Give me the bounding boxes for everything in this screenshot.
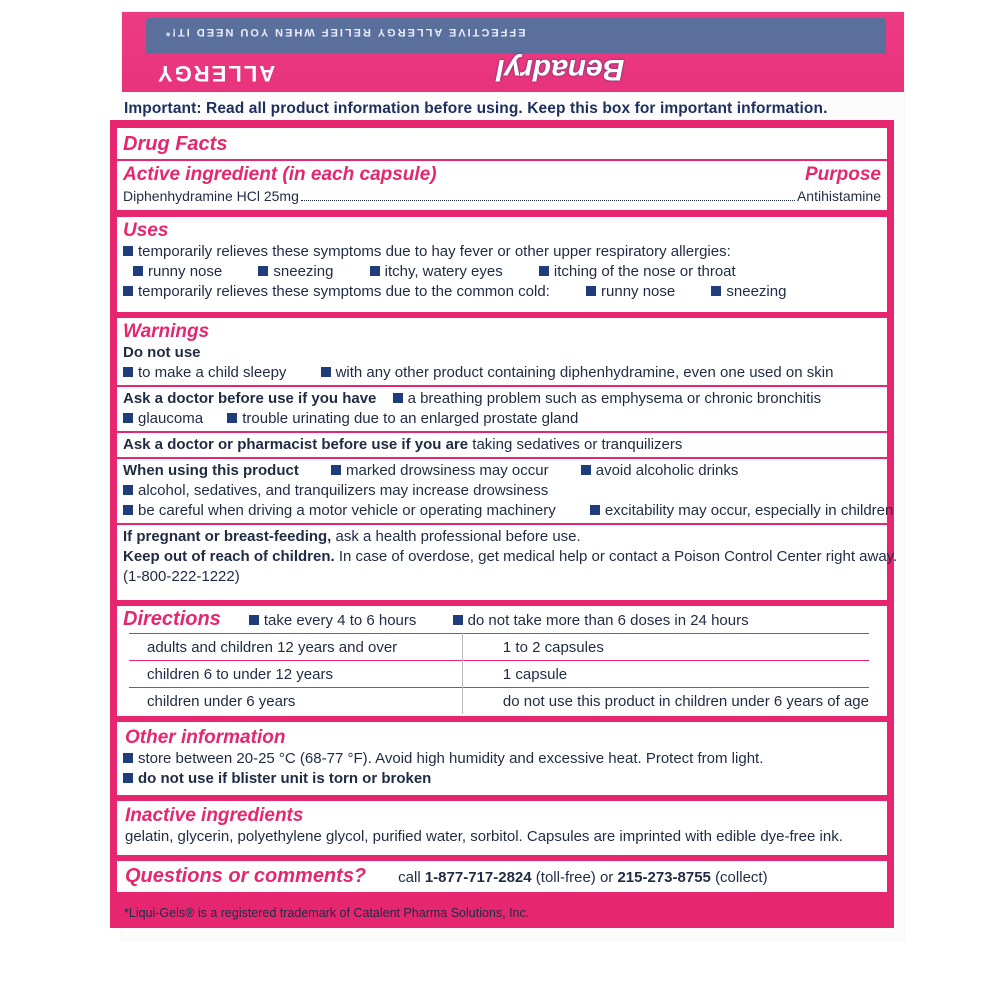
warnings-section [117,318,898,600]
when-using-line-3 [117,501,894,521]
bullet-icon [711,286,721,296]
blister-line: do not use if blister unit is torn or broken [117,769,887,789]
storage-line: store between 20-25 °C (68-77 °F). Avoid high humidity and excessive heat. Protect from light. [117,749,887,769]
table-row [129,661,869,688]
bullet-icon [123,753,133,763]
bullet-icon [123,246,133,256]
list-item: avoid alcoholic drinks [595,462,739,479]
bullet-icon [321,367,331,377]
product-name: ALLERGY [156,61,276,86]
list-item: take every 4 to 6 hours [263,612,417,629]
do-not-use-items [117,363,887,383]
ask-pharmacist-line: Ask a doctor or pharmacist before use if you are taking sedatives or tranquilizers [123,436,683,453]
bullet-icon [123,367,133,377]
table-row [129,634,869,661]
bullet-icon [123,505,133,515]
list-item: sneezing [726,283,787,300]
table-cell: 1 to 2 capsules [462,634,869,661]
table-cell: children under 6 years [129,688,462,715]
list-item: a breathing problem such as emphysema or chronic bronchitis [407,390,822,407]
list-item: excitability may occur, especially in children [604,502,894,519]
bullet-icon [123,773,133,783]
questions-section [117,861,887,892]
inactive-title: Inactive ingredients [125,805,304,826]
inactive-section [117,801,887,855]
when-using-line-2 [117,481,887,501]
bullet-icon [453,615,463,625]
list-item: do not take more than 6 doses in 24 hours [467,612,749,629]
when-using-line: When using this product marked drowsiness may occur avoid alcoholic drinks [123,462,739,479]
ingredient-name: Diphenhydramine HCl 25mg [123,188,299,204]
contact-line: call 1-877-717-2824 (toll-free) or 215-273-8755 (collect) [398,869,768,886]
bullet-icon [586,286,596,296]
bullet-icon [123,485,133,495]
bullet-icon [227,413,237,423]
list-item: trouble urinating due to an enlarged prostate gland [242,410,579,427]
bullet-icon [539,266,549,276]
uses-section [117,217,887,312]
do-not-use-label: Do not use [123,344,201,361]
bullet-icon [331,465,341,475]
table-cell: children 6 to under 12 years [129,661,462,688]
list-item: with any other product containing diphenhydramine, even one used on skin [335,364,834,381]
toll-free-phone: 1-877-717-2824 [424,869,532,886]
directions-bullets [247,611,749,631]
pregnant-line: If pregnant or breast-feeding, ask a health professional before use. [123,528,581,545]
ask-doctor-line: Ask a doctor before use if you have a breathing problem such as emphysema or chronic bronchitis [123,390,822,407]
tagline-text: EFFECTIVE ALLERGY RELIEF WHEN YOU NEED IT!* [164,26,526,38]
bullet-icon [590,505,600,515]
list-item: sneezing [273,263,334,280]
table-cell: do not use this product in children under 6 years of age [462,688,869,715]
bullet-icon [123,286,133,296]
bullet-icon [581,465,591,475]
bullet-icon [393,393,403,403]
bullet-icon [133,266,143,276]
dosage-table [129,633,869,714]
directions-title: Directions [123,608,221,630]
divider [117,385,887,387]
uses-items-1 [117,262,887,282]
keep-out-line: Keep out of reach of children. In case of overdose, get medical help or contact a Poison Control Center right away. [123,548,898,565]
important-notice: Important: Read all product information before using. Keep this box for important information. [124,100,828,117]
drug-facts-title: Drug Facts [123,133,228,155]
other-info-section [117,722,887,795]
list-item: to make a child sleepy [138,364,287,381]
ask-doctor-line-2 [117,409,887,429]
uses-line-2: temporarily relieves these symptoms due to the common cold: runny nose sneezing [117,282,887,302]
list-item: itchy, watery eyes [384,263,503,280]
list-item: be careful when driving a motor vehicle or operating machinery [138,502,556,519]
list-item: runny nose [601,283,676,300]
trademark-footnote: *Liqui-Gels® is a registered trademark of Catalent Pharma Solutions, Inc. [124,906,530,920]
poison-control-phone: (1-800-222-1222) [123,568,240,585]
ingredient-purpose: Antihistamine [796,188,881,204]
inactive-text: gelatin, glycerin, polyethylene glycol, purified water, sorbitol. Capsules are imprinted with edible dye-free ink. [125,828,843,845]
list-item: marked drowsiness may occur [346,462,549,479]
purpose-header: Purpose [804,164,881,185]
divider [117,159,887,161]
table-cell: adults and children 12 years and over [129,634,462,661]
bullet-icon [370,266,380,276]
dot-leader [301,200,795,201]
divider [117,431,887,433]
bullet-icon [258,266,268,276]
list-item: glaucoma [138,410,204,427]
active-ingredient-header: Active ingredient (in each capsule) [123,164,437,185]
collect-phone: 215-273-8755 [617,869,711,886]
brand-logo: Benadryl [496,53,625,86]
divider [117,523,887,525]
list-item: runny nose [148,263,223,280]
drug-facts-section [117,128,887,210]
table-row [129,688,869,715]
uses-line-1: temporarily relieves these symptoms due to hay fever or other upper respiratory allergies: [117,242,887,262]
bullet-icon [123,413,133,423]
list-item: alcohol, sedatives, and tranquilizers may increase drowsiness [138,482,549,499]
table-cell: 1 capsule [462,661,869,688]
other-info-title: Other information [125,727,286,748]
divider [117,457,887,459]
warnings-title: Warnings [123,321,210,342]
questions-title: Questions or comments? [125,865,367,887]
directions-section [117,606,887,716]
list-item: itching of the nose or throat [553,263,736,280]
uses-title: Uses [123,220,169,241]
bullet-icon [249,615,259,625]
